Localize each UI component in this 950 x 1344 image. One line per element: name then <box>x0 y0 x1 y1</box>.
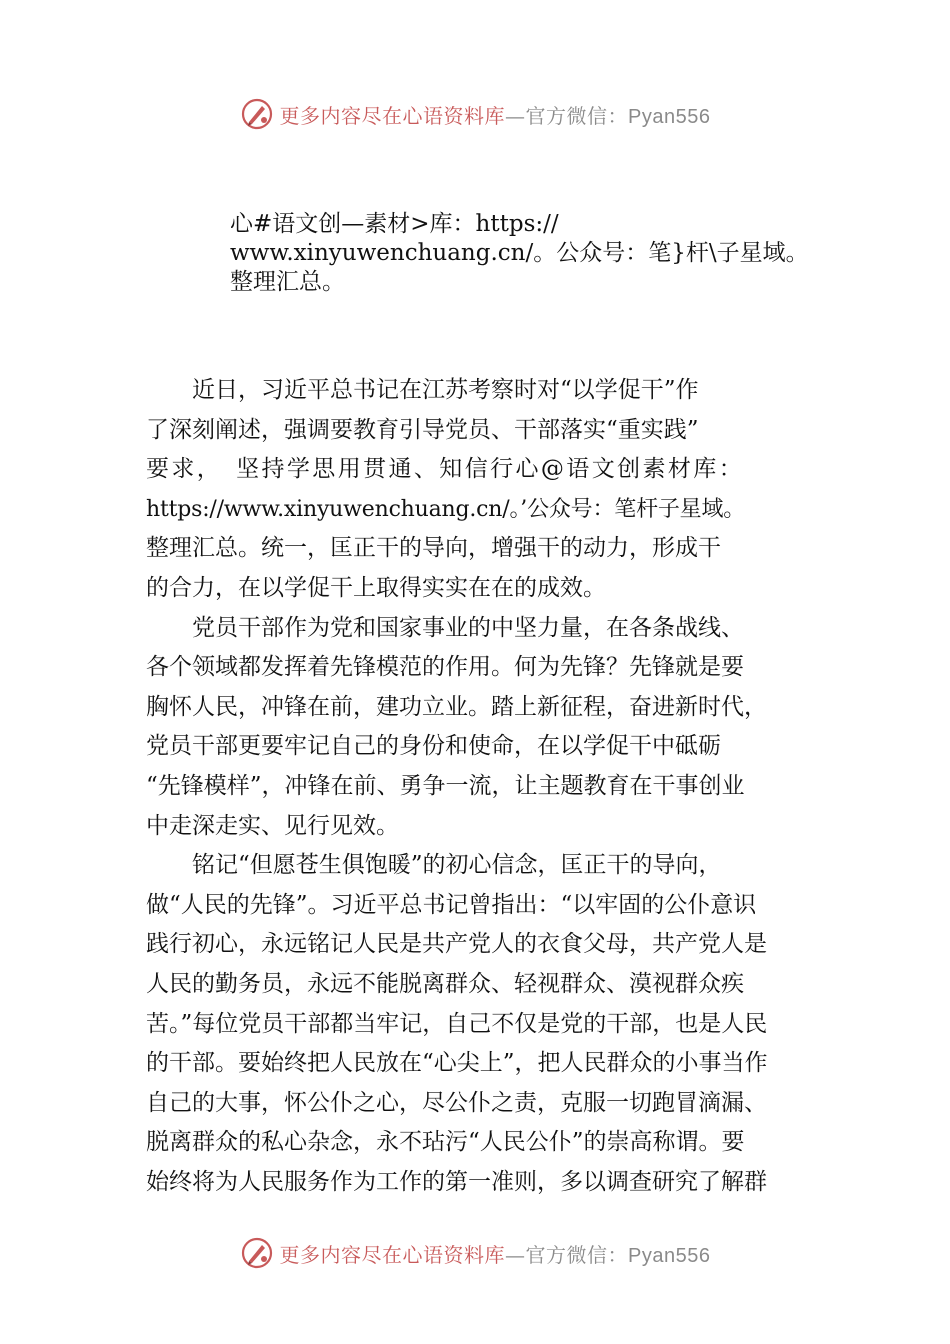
banner-title: 更多内容尽在心语资料库 <box>279 1242 506 1267</box>
body-line: 的干部。要始终把人民放在“心尖上”，把人民群众的小事当作 <box>146 1050 768 1077</box>
banner-text <box>280 1239 711 1268</box>
header-banner <box>0 94 950 134</box>
body-line: 的合力，在以学促干上取得实实在在的成效。 <box>146 574 606 601</box>
body-line: 自己的大事，怀公仆之心，尽公仆之责，克服一切跑冒滴漏、 <box>146 1089 767 1116</box>
body-line: “先锋模样”，冲锋在前、勇争一流，让主题教育在干事创业 <box>146 772 745 799</box>
article-body <box>146 371 836 1202</box>
banner-wechat-label: —官方微信： <box>505 1242 629 1267</box>
body-line: 党员干部更要牢记自己的身份和使命，在以学促干中砥砺 <box>146 733 721 760</box>
body-line: 各个领域都发挥着先锋模范的作用。何为先锋？先锋就是要 <box>146 654 744 681</box>
body-line: 始终将为人民服务作为工作的第一准则，多以调查研究了解群 <box>146 1168 767 1195</box>
banner-wechat-id: Pyan556 <box>628 1244 711 1267</box>
body-line: 近日，习近平总书记在江苏考察时对“以学促干”作 <box>146 377 699 403</box>
pen-logo-icon <box>240 97 274 131</box>
body-line: 脱离群众的私心杂念，永不玷污“人民公仆”的崇高称谓。要 <box>146 1129 745 1156</box>
body-line: 整理汇总。统一，匡正干的导向，增强干的动力，形成干 <box>146 535 721 562</box>
body-line: 铭记“但愿苍生俱饱暖”的初心信念，匡正干的导向， <box>146 852 722 879</box>
pen-logo-icon <box>240 1236 274 1270</box>
body-line: 中走深走实、见行见效。 <box>146 812 399 839</box>
body-line: 苦。”每位党员干部都当牢记，自己不仅是党的干部，也是人民 <box>146 1010 768 1037</box>
body-line: 做“人民的先锋”。习近平总书记曾指出：“以牢固的公仆意识 <box>146 891 757 918</box>
banner-title: 更多内容尽在心语资料库 <box>279 103 506 128</box>
body-line: 了深刻阐述，强调要教育引导党员、干部落实“重实践” <box>146 416 699 443</box>
body-line: 党员干部作为党和国家事业的中坚力量，在各条战线、 <box>146 614 744 641</box>
body-line: 人民的勤务员，永远不能脱离群众、轻视群众、漠视群众疾 <box>146 970 744 997</box>
body-line: 践行初心，永远铭记人民是共产党人的衣食父母，共产党人是 <box>146 931 767 958</box>
body-line: https://www.xinyuwenchuang.cn/。’公众号：笔杆子星域。 <box>146 496 746 522</box>
banner-wechat-label: —官方微信： <box>505 103 629 128</box>
footer-banner <box>0 1233 950 1273</box>
source-note: 心#语文创—素材>库：https:// www.xinyuwenchuang.cn/。公众号：笔}杆\子星域。 整理汇总。 <box>230 211 809 295</box>
banner-text <box>280 100 711 129</box>
banner-wechat-id: Pyan556 <box>628 105 711 128</box>
body-line: 胸怀人民，冲锋在前，建功立业。踏上新征程，奋进新时代， <box>146 693 767 720</box>
body-line: 要求， 坚持学思用贯通、知信行心@语文创素材库： <box>146 456 745 483</box>
